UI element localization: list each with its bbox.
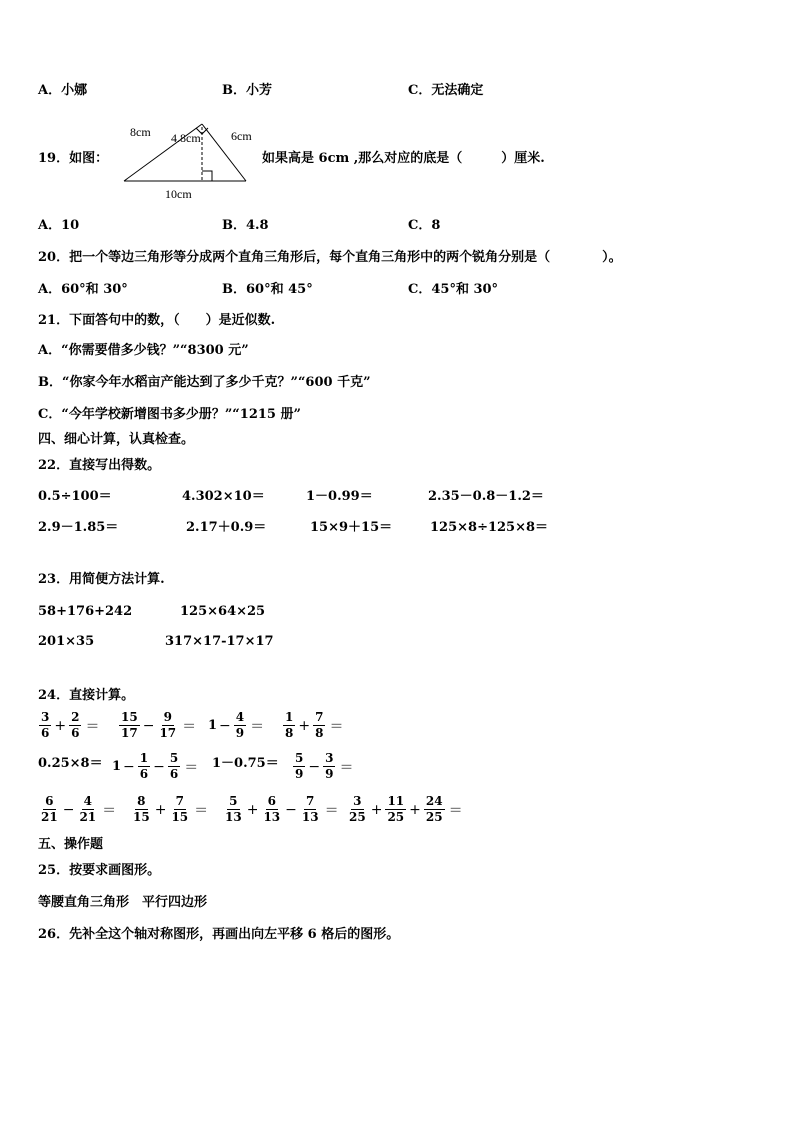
q18-option-c: C．无法确定 [408,83,484,98]
q24-expr-a: $\frac{3}{6}$ + $\frac{2}{6}$ ＝ [41,710,100,740]
q19-triangle-figure [118,118,258,206]
q20-option-c: C．45°和 30° [408,282,499,297]
fraction: $\frac{9}{17}$ [159,710,177,740]
q22-item: 2.9－1.85＝ [38,520,119,535]
q22-item: 4.302×10＝ [182,489,265,504]
fraction: $\frac{6}{21}$ [41,794,58,824]
q19-option-b: B．4.8 [222,218,269,233]
fraction: $\frac{5}{6}$ [169,751,179,781]
fraction: $\frac{2}{6}$ [71,710,80,740]
q24-title: 24．直接计算。 [38,688,135,703]
q22-item: 125×8÷125×8＝ [430,520,549,535]
fraction: $\frac{7}{15}$ [171,794,189,824]
q24-expr-b: $\frac{15}{17}$ − $\frac{9}{17}$ ＝ [121,710,197,740]
q23-title: 23．用简便方法计算. [38,572,165,587]
fraction: $\frac{1}{8}$ [285,710,294,740]
q21-option-a: A．“你需要借多少钱？”“8300 元” [38,343,249,358]
right-angle-mark-base [202,171,212,181]
q24-expr-c: 1 − $\frac{4}{9}$ ＝ [208,710,265,740]
q21-option-b: B．“你家今年水稻亩产能达到了多少千克？”“600 千克” [38,375,371,390]
fraction: $\frac{15}{17}$ [121,710,138,740]
q24-expr-g: 1－0.75＝ [212,756,279,771]
q21-question: 21．下面答句中的数，（ ）是近似数. [38,313,276,328]
fraction: $\frac{7}{8}$ [315,710,324,740]
q20-question: 20．把一个等边三角形等分成两个直角三角形后，每个直角三角形中的两个锐角分别是（ ）。 [38,250,622,265]
fraction: $\frac{3}{9}$ [325,751,334,781]
fraction: $\frac{8}{15}$ [133,794,150,824]
section-4-heading: 四、细心计算，认真检查。 [38,432,195,447]
q26-question: 26．先补全这个轴对称图形，再画出向左平移 6 格后的图形。 [38,927,400,942]
q22-item: 1－0.99＝ [306,489,373,504]
q22-item: 2.17＋0.9＝ [186,520,267,535]
fraction: $\frac{4}{21}$ [79,794,97,824]
fraction: $\frac{3}{25}$ [349,794,366,824]
q23-item: 58+176+242 [38,604,133,619]
label-base: 10cm [165,187,192,201]
fraction: $\frac{5}{13}$ [225,794,242,824]
q25-title: 25．按要求画图形。 [38,863,161,878]
label-left-side: 8cm [130,125,151,139]
q19-question: 如果高是 6cm ,那么对应的底是（ ）厘米. [262,151,545,166]
q24-expr-l: $\frac{3}{25}$ + $\frac{11}{25}$ + $\frac{24}{25}$ ＝ [349,794,463,824]
q20-option-b: B．60°和 45° [222,282,313,297]
q22-item: 2.35－0.8－1.2＝ [428,489,544,504]
q24-expr-f: 1 − $\frac{1}{6}$ − $\frac{5}{6}$ ＝ [112,751,199,781]
label-height: 4.8cm [171,131,201,145]
fraction: $\frac{1}{6}$ [139,751,149,781]
q24-expr-d: $\frac{1}{8}$ + $\frac{7}{8}$ ＝ [285,710,344,740]
q19-prefix: 19．如图： [38,151,109,166]
q19-option-c: C．8 [408,218,441,233]
fraction: $\frac{5}{9}$ [295,751,304,781]
q23-item: 125×64×25 [180,604,266,619]
q24-expr-i: $\frac{6}{21}$ − $\frac{4}{21}$ ＝ [41,794,117,824]
q25-shapes: 等腰直角三角形 平行四边形 [38,895,208,910]
label-right-side: 6cm [231,129,252,143]
section-5-heading: 五、操作题 [38,837,104,852]
fraction: $\frac{11}{25}$ [387,794,405,824]
fraction: $\frac{3}{6}$ [41,710,50,740]
q23-item: 317×17-17×17 [165,634,274,649]
fraction: $\frac{7}{13}$ [301,794,319,824]
q19-option-a: A．10 [38,218,80,233]
q23-item: 201×35 [38,634,95,649]
q20-option-a: A．60°和 30° [38,282,128,297]
fraction: $\frac{4}{9}$ [235,710,245,740]
q21-option-c: C．“今年学校新增图书多少册？”“1215 册” [38,407,301,422]
q24-expr-h: $\frac{5}{9}$ − $\frac{3}{9}$ ＝ [295,751,354,781]
q22-item: 15×9＋15＝ [310,520,393,535]
fraction: $\frac{24}{25}$ [425,794,443,824]
q24-expr-e: 0.25×8＝ [38,756,103,771]
q24-expr-k: $\frac{5}{13}$ + $\frac{6}{13}$ − $\frac{7}{13}$ ＝ [225,794,339,824]
q24-expr-j: $\frac{8}{15}$ + $\frac{7}{15}$ ＝ [133,794,209,824]
q18-option-b: B．小芳 [222,83,272,98]
fraction: $\frac{6}{13}$ [263,794,281,824]
q22-title: 22．直接写出得数。 [38,458,161,473]
q22-item: 0.5÷100＝ [38,489,112,504]
q18-option-a: A．小娜 [38,83,88,98]
